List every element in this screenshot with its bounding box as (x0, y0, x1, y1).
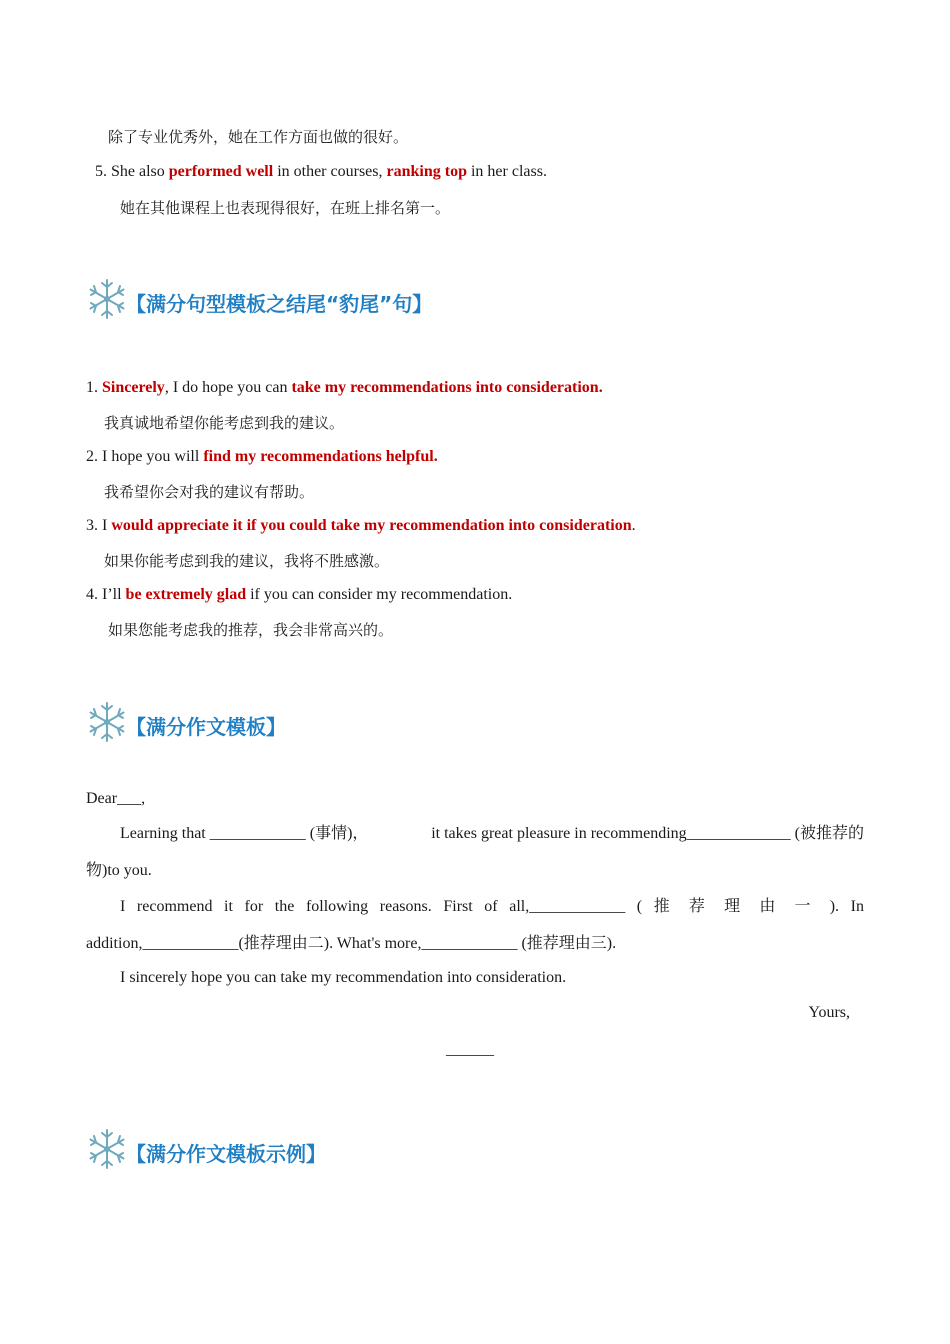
letter-para1-line1b: it takes great pleasure in recommending_____________ (被推荐的 (431, 825, 864, 842)
snowflake-icon (86, 701, 128, 743)
text: if you can consider my recommendation. (246, 586, 513, 603)
letter-closing: Yours, (808, 1004, 850, 1021)
sentence-4 (86, 585, 512, 605)
text: in her class. (466, 163, 547, 180)
highlight: find my recommendations helpful. (203, 448, 438, 465)
cn-translation: 如果您能考虑我的推荐，我会非常高兴的。 (108, 621, 394, 639)
letter-para2-line2: addition,____________(推荐理由二). What's more,____________ (推荐理由三). (86, 935, 617, 952)
cn-translation: 我希望你会对我的建议有帮助。 (104, 483, 315, 501)
highlight: take my recommendations into consideration. (291, 379, 603, 396)
highlight: be extremely glad (125, 586, 247, 603)
section-title: 【满分句型模板之结尾“豹尾”句】 (126, 292, 433, 316)
letter-para3: I sincerely hope you can take my recommendation into consideration. (120, 969, 567, 986)
sentence-1 (86, 378, 603, 398)
section-title: 【满分作文模板】 (126, 715, 286, 739)
sentence-5 (95, 162, 547, 182)
letter-para1-line2: 物)to you. (86, 862, 152, 879)
snowflake-icon (86, 278, 128, 320)
sentence-3 (86, 516, 636, 536)
text: 4. I’ll (86, 586, 126, 603)
text: 5. She also (95, 163, 169, 180)
section-title: 【满分作文模板示例】 (126, 1142, 326, 1166)
text: . (631, 517, 636, 534)
sentence-2 (86, 447, 438, 467)
letter-signature: ______ (446, 1041, 494, 1058)
letter-salutation: Dear___, (86, 790, 146, 807)
text: 3. I (86, 517, 112, 534)
text: in other courses, (273, 163, 387, 180)
cn-translation: 她在其他课程上也表现得很好，在班上排名第一。 (120, 199, 451, 217)
text: 1. (86, 379, 102, 396)
highlight: performed well (168, 163, 274, 180)
snowflake-icon (86, 1128, 128, 1170)
highlight: ranking top (386, 163, 467, 180)
letter-para2-line1: I recommend it for the following reasons. First of all,____________ ( 推 荐 理 由 一 ). In (120, 898, 864, 915)
highlight: would appreciate it if you could take my recommendation into consideration (111, 517, 632, 534)
cn-translation: 如果你能考虑到我的建议，我将不胜感激。 (104, 552, 390, 570)
letter-para1-line1a: Learning that ____________ (事情)， (120, 825, 369, 842)
text: , I do hope you can (164, 379, 292, 396)
highlight: Sincerely (102, 379, 165, 396)
cn-translation: 我真诚地希望你能考虑到我的建议。 (104, 414, 345, 432)
text: 2. I hope you will (86, 448, 204, 465)
cn-translation: 除了专业优秀外，她在工作方面也做的很好。 (108, 128, 409, 146)
